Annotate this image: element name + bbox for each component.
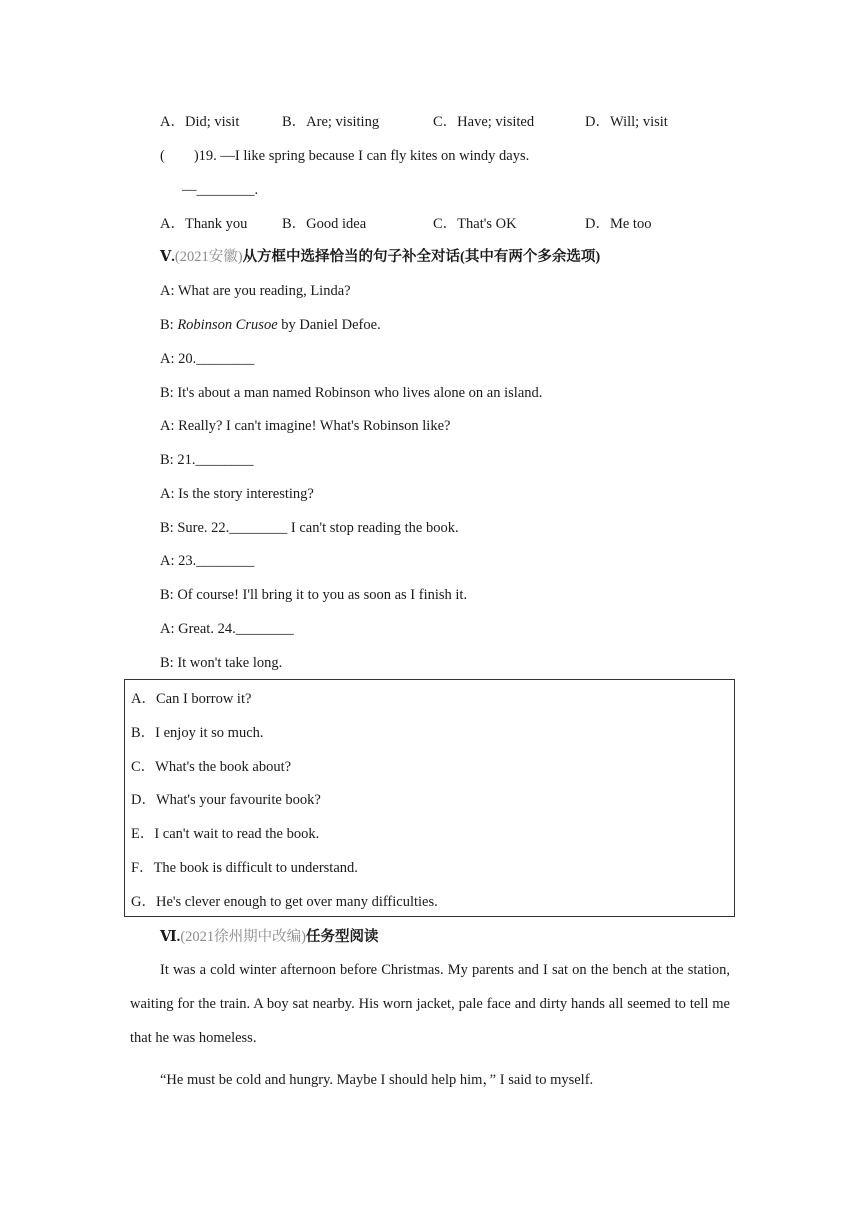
q19-option-d: D．Me too [585, 216, 652, 232]
q19-option-b: B．Good idea [282, 216, 367, 232]
book-title: Robinson Crusoe [177, 317, 278, 333]
section-5-numeral: Ⅴ. [160, 249, 175, 265]
section-6-numeral: Ⅵ. [160, 929, 181, 945]
box-option-a: A．Can I borrow it? [131, 691, 252, 707]
dialogue-line: A: Great. 24.________ [160, 621, 294, 637]
dialogue-line: A: Really? I can't imagine! What's Robinson like? [160, 418, 451, 434]
section-6-heading [160, 927, 378, 947]
box-option-d: D．What's your favourite book? [131, 792, 321, 808]
q19-option-c: C．That's OK [433, 216, 517, 232]
dialogue-line: B: Of course! I'll bring it to you as soon as I finish it. [160, 587, 468, 603]
q18-option-b: B．Are; visiting [282, 114, 380, 130]
box-option-e: E．I can't wait to read the book. [131, 826, 320, 842]
q18-option-a: A．Did; visit [160, 114, 240, 130]
dialogue-line: B: It's about a man named Robinson who lives alone on an island. [160, 385, 543, 401]
q18-option-d: D．Will; visit [585, 114, 668, 130]
box-option-g: G．He's clever enough to get over many difficulties. [131, 894, 438, 910]
dialogue-line: B: 21.________ [160, 452, 254, 468]
q19-response: —________. [182, 182, 259, 198]
section-6-title: 任务型阅读 [305, 929, 379, 945]
q19-option-a: A．Thank you [160, 216, 248, 232]
box-option-b: B．I enjoy it so much. [131, 725, 264, 741]
q18-option-c: C．Have; visited [433, 114, 535, 130]
dialogue-line: B: It won't take long. [160, 655, 283, 671]
q19-stem: ( )19. —I like spring because I can fly kites on windy days. [160, 148, 530, 164]
box-option-c: C．What's the book about? [131, 759, 292, 775]
box-option-f: F．The book is difficult to understand. [131, 860, 358, 876]
section-5-source: (2021安徽) [174, 249, 243, 265]
section-5-heading [160, 247, 600, 267]
dialogue-line: B: Robinson Crusoe by Daniel Defoe. [160, 317, 381, 333]
dialogue-line: A: 23.________ [160, 553, 255, 569]
dialogue-line: A: What are you reading, Linda? [160, 283, 351, 299]
dialogue-line: B: Sure. 22.________ I can't stop reading the book. [160, 520, 459, 536]
section-5-title: 从方框中选择恰当的句子补全对话(其中有两个多余选项) [242, 249, 601, 265]
dialogue-line: A: Is the story interesting? [160, 486, 314, 502]
options-box [124, 679, 735, 917]
dialogue-line: A: 20.________ [160, 351, 255, 367]
reading-paragraph-1: It was a cold winter afternoon before Christmas. My parents and I sat on the bench at the station, waiting for the train. A boy sat nearby. His worn jacket, pale face and dirty hands all seemed to tell me that he was homeless. [130, 962, 730, 1046]
reading-paragraph-2: “He must be cold and hungry. Maybe I should help him，” I said to myself. [160, 1072, 594, 1088]
section-6-source: (2021徐州期中改编) [180, 929, 306, 945]
